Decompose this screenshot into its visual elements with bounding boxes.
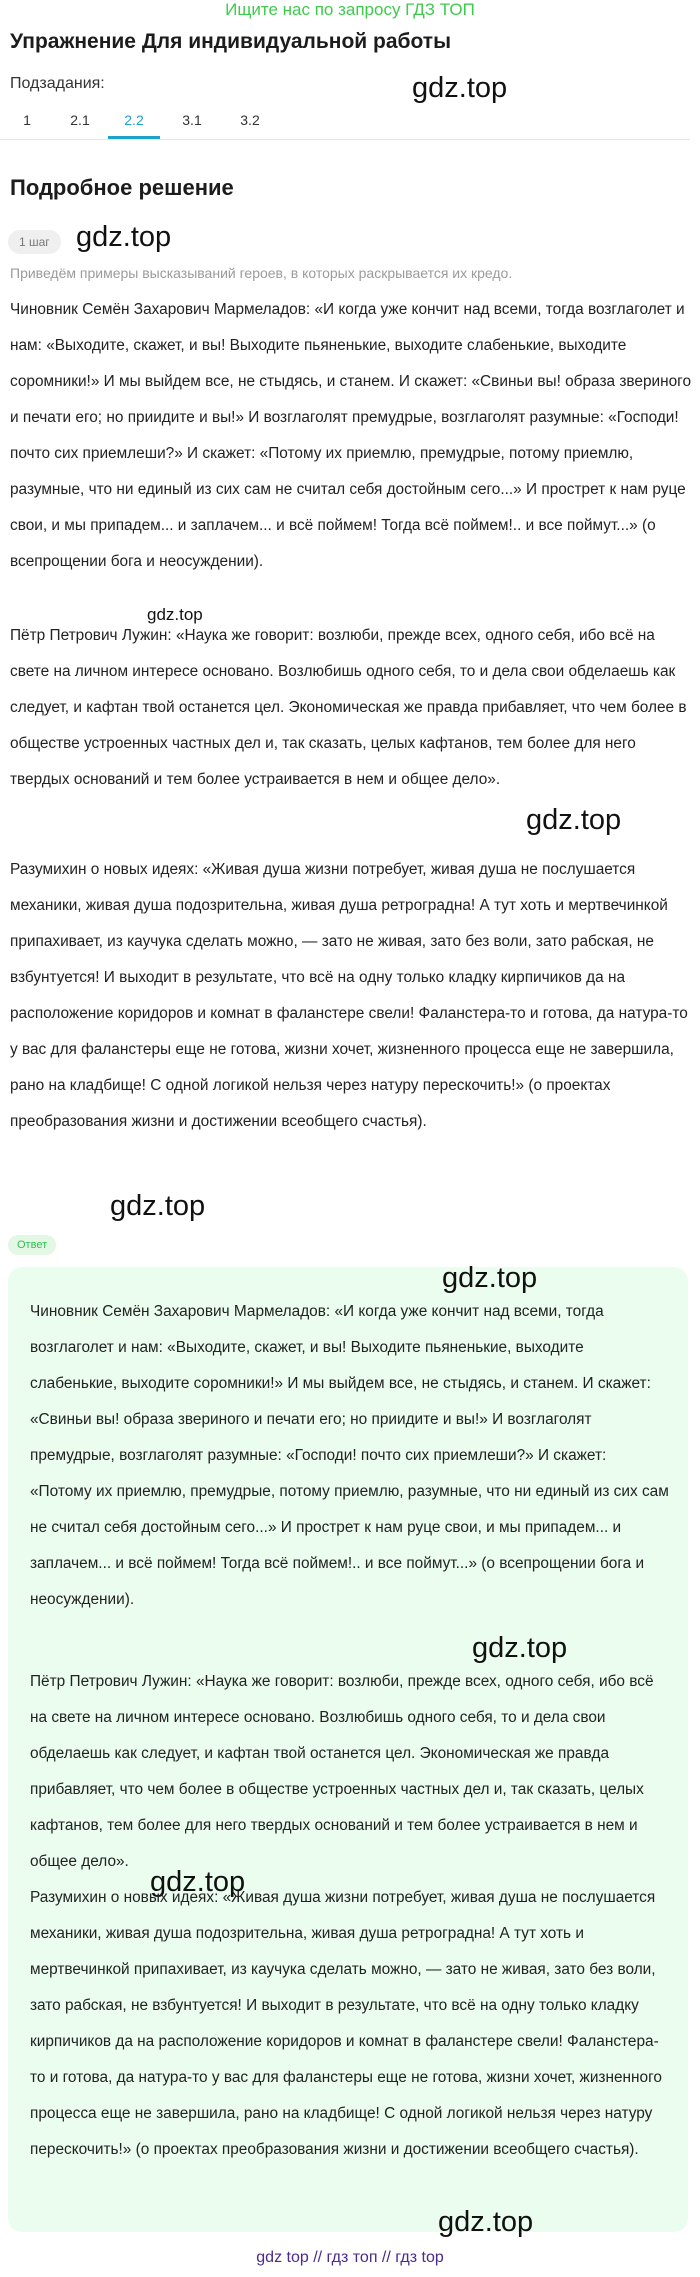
tab-2-2[interactable]: 2.2 [108, 104, 160, 139]
answer-paragraph: Пётр Петрович Лужин: «Наука же говорит: возлюби, прежде всех, одного себя, ибо всё на свете на личном интересе основано. Возлюбишь одного себя, то и дела свои обделаешь как следует, и кафтан твой останется цел. Экономическая же правда прибавляет, что чем более в обществе устроенных частных дел и, так сказать, целых кафтанов, тем более для него твердых оснований и тем более устраивается в нем и общее дело». [30, 1673, 654, 1870]
watermark: gdz.top [442, 1262, 538, 1294]
solution-title: Подробное решение [10, 175, 234, 200]
footer-links[interactable]: gdz top // гдз топ // гдз top [256, 2249, 444, 2266]
tab-1[interactable]: 1 [23, 112, 31, 128]
watermark: gdz.top [412, 72, 508, 104]
answer-badge: Ответ [8, 1235, 56, 1255]
solution-paragraph: Чиновник Семён Захарович Мармеладов: «И когда уже кончит над всеми, тогда возглаголет и нам: «Выходите, скажет, и вы! Выходите пьяненькие, выходите слабенькие, выходите соромники!» И мы выйдем все, не стыдясь, и станем. И скажет: «Свиньи вы! образа звериного и печати его; но приидите и вы!» И возглаголят премудрые, возглаголят разумные: «Господи! почто сих приемлеши?» И скажет: «Потому их приемлю, премудрые, потому приемлю, разумные, что ни единый из сих сам не считал себя достойным сего...» И прострет к нам руце свои, и мы припадем... и заплачем... и всё поймем! Тогда всё поймем!.. и все поймут...» (о всепрощении бога и неосуждении). [10, 301, 692, 570]
watermark: gdz.top [526, 804, 622, 836]
step-badge: 1 шаг [8, 230, 61, 254]
solution-paragraph: Пётр Петрович Лужин: «Наука же говорит: возлюби, прежде всех, одного себя, ибо всё на свете на личном интересе основано. Возлюбишь одного себя, то и дела свои обделаешь как следует, и кафтан твой останется цел. Экономическая же правда прибавляет, что чем более в обществе устроенных частных дел и, так сказать, целых кафтанов, тем более для него твердых оснований и тем более устраивается в нем и общее дело». [10, 627, 687, 788]
tab-3-2[interactable]: 3.2 [240, 112, 260, 128]
watermark: gdz.top [150, 1866, 246, 1898]
subtask-tabs [0, 104, 690, 140]
watermark: gdz.top [147, 605, 203, 624]
answer-paragraph: Разумихин о новых идеях: «Живая душа жизни потребует, живая душа не послушается механики, живая душа подозрительна, живая душа ретроградна! А тут хоть и мертвечинкой припахивает, из каучука сделать можно, — зато не живая, зато без воли, зато рабская, не взбунтуется! И выходит в результате, что всё на одну только кладку кирпичиков да на расположение коридоров и комнат в фаланстере свели! Фаланстера-то и готова, да натура-то у вас для фаланстеры еще не готова, жизни хочет, жизненного процесса еще не завершила, рано на кладбище! С одной логикой нельзя через натуру перескочить!» (о проектах преобразования жизни и достижении всеобщего счастья). [30, 1889, 662, 2158]
watermark: gdz.top [472, 1632, 568, 1664]
watermark: gdz.top [110, 1190, 206, 1222]
top-banner: Ищите нас по запросу ГДЗ ТОП [225, 0, 475, 19]
subtasks-label: Подзадания: [10, 75, 105, 92]
watermark: gdz.top [76, 221, 172, 253]
tab-3-1[interactable]: 3.1 [182, 112, 202, 128]
tab-2-1[interactable]: 2.1 [70, 112, 90, 128]
page-title: Упражнение Для индивидуальной работы [10, 30, 452, 53]
watermark: gdz.top [438, 2206, 534, 2238]
solution-intro: Приведём примеры высказываний героев, в которых раскрывается их кредо. [10, 265, 513, 281]
answer-paragraph: Чиновник Семён Захарович Мармеладов: «И когда уже кончит над всеми, тогда возглаголет и нам: «Выходите, скажет, и вы! Выходите пьяненькие, выходите слабенькие, выходите соромники!» И мы выйдем все, не стыдясь, и станем. И скажет: «Свиньи вы! образа звериного и печати его; но приидите и вы!» И возглаголят премудрые, возглаголят разумные: «Господи! почто сих приемлеши?» И скажет: «Потому их приемлю, премудрые, потому приемлю, разумные, что ни единый из сих сам не считал себя достойным сего...» И прострет к нам руце свои, и мы припадем... и заплачем... и всё поймем! Тогда всё поймем!.. и все поймут...» (о всепрощении бога и неосуждении). [30, 1303, 669, 1608]
solution-paragraph: Разумихин о новых идеях: «Живая душа жизни потребует, живая душа не послушается механики, живая душа подозрительна, живая душа ретроградна! А тут хоть и мертвечинкой припахивает, из каучука сделать можно, — зато не живая, зато без воли, зато рабская, не взбунтуется! И выходит в результате, что всё на одну только кладку кирпичиков да на расположение коридоров и комнат в фаланстере свели! Фаланстера-то и готова, да натура-то у вас для фаланстеры еще не готова, жизни хочет, жизненного процесса еще не завершила, рано на кладбище! С одной логикой нельзя через натуру перескочить!» (о проектах преобразования жизни и достижении всеобщего счастья). [10, 861, 688, 1130]
